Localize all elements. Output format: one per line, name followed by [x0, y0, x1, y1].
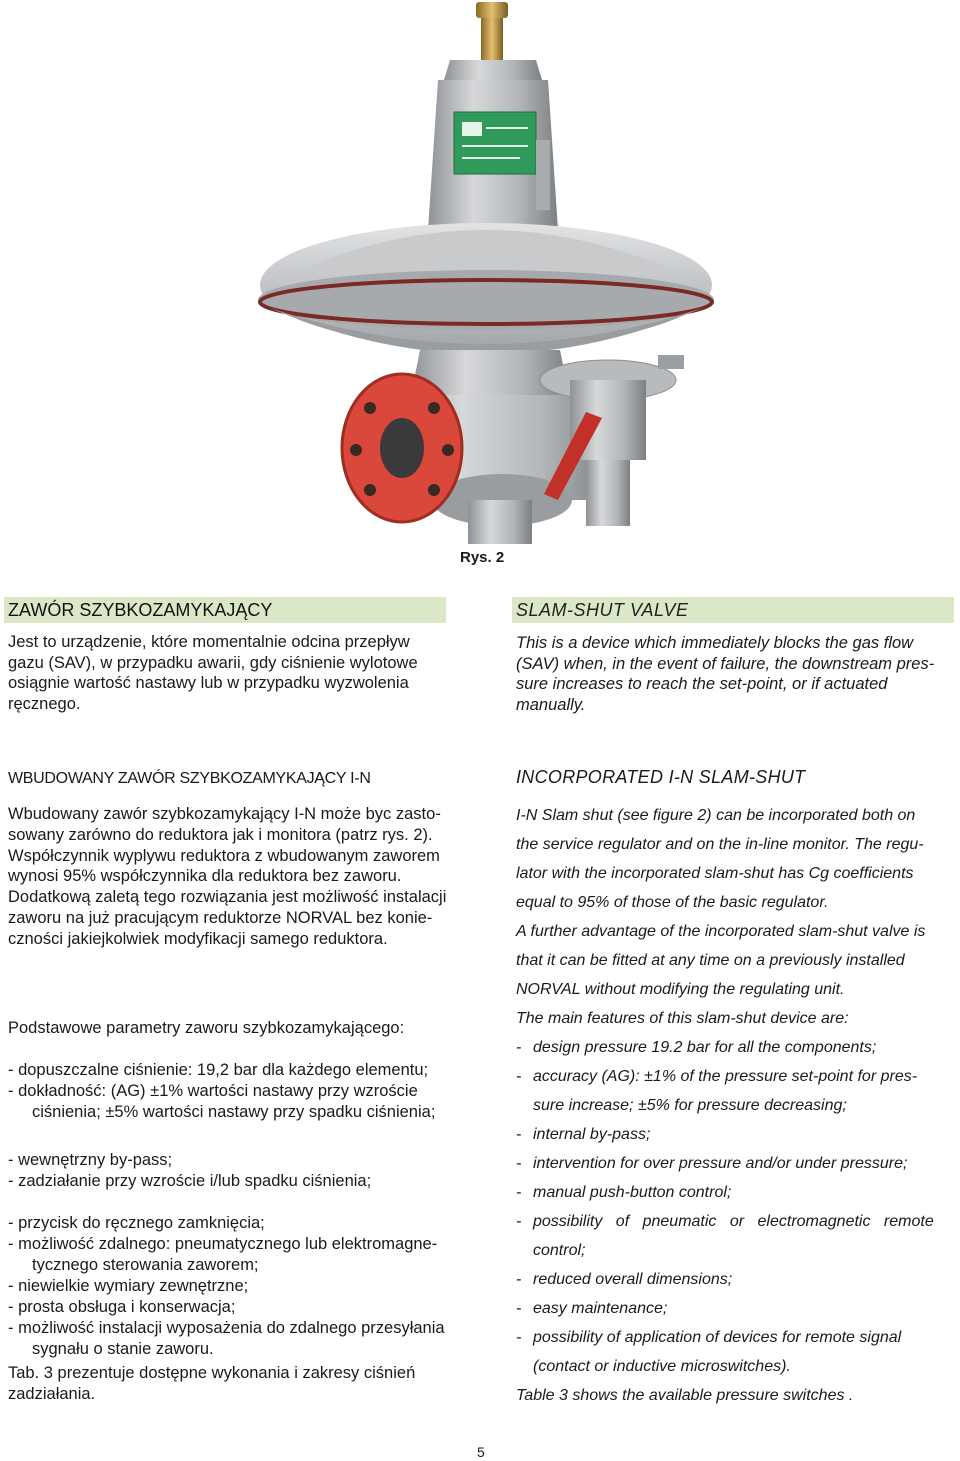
params-list-pl-group3: [8, 1213, 450, 1360]
closing-en: Table 3 shows the available pressure switches .: [516, 1387, 854, 1404]
text-line: I-N Slam shut (see figure 2) can be incorporated both on: [516, 807, 916, 824]
text-line: that it can be fitted at any time on a previously installed: [516, 952, 905, 969]
text-line: equal to 95% of those of the basic regulator.: [516, 894, 829, 911]
text-line: zaworu na już pracującym reduktorze NORVAL bez konie-: [8, 908, 433, 927]
feature-item: - possibility of application of devices for remote signal: [516, 1329, 902, 1346]
text-line: sowany zarówno do reduktora jak i monitora (patrz rys. 2).: [8, 825, 433, 844]
feature-item: - easy maintenance;: [516, 1300, 668, 1317]
slam-shut-valve-photo: [240, 0, 720, 560]
list-item: - możliwość zdalnego: pneumatycznego lub elektromagne-: [8, 1235, 438, 1253]
list-item: - dokładność: (AG) ±1% wartości nastawy przy wzroście: [8, 1082, 418, 1100]
feature-item: - design pressure 19.2 bar for all the components;: [516, 1039, 877, 1056]
params-list-pl-group1: [8, 1060, 450, 1123]
params-intro-pl: Podstawowe parametry zaworu szybkozamykającego:: [8, 1019, 405, 1037]
paragraph-en-slam-shut: [516, 633, 958, 715]
list-item: - dopuszczalne ciśnienie: 19,2 bar dla każdego elementu;: [8, 1061, 429, 1079]
feature-item: - internal by-pass;: [516, 1126, 651, 1143]
list-item: - przycisk do ręcznego zamknięcia;: [8, 1214, 265, 1232]
section-title-en-incorporated: INCORPORATED I-N SLAM-SHUT: [516, 767, 806, 787]
text-line: sure increases to reach the set-point, or if actuated: [516, 675, 888, 693]
figure-caption: Rys. 2: [460, 549, 505, 566]
page-number: 5: [477, 1444, 485, 1460]
feature-item: sure increase; ±5% for pressure decreasing;: [533, 1097, 847, 1114]
text-line: Wbudowany zawór szybkozamykający I-N może byc zasto-: [8, 805, 441, 823]
paragraph-en-incorporated: [516, 801, 958, 1410]
text-line: (SAV) when, in the event of failure, the downstream pres-: [516, 654, 935, 673]
text-line: zadziałania.: [8, 1385, 96, 1403]
paragraph-pl-slam-shut: [8, 632, 450, 714]
text-line: The main features of this slam-shut device are:: [516, 1010, 849, 1027]
list-item: - niewielkie wymiary zewnętrzne;: [8, 1277, 249, 1295]
text-line: Współczynnik wyplywu reduktora z wbudowanym zaworem: [8, 846, 440, 865]
list-item: tycznego sterowania zaworem;: [32, 1256, 259, 1274]
feature-item: - manual push-button control;: [516, 1184, 732, 1201]
feature-item: - intervention for over pressure and/or under pressure;: [516, 1155, 908, 1172]
list-item: - możliwość instalacji wyposażenia do zdalnego przesyłania: [8, 1319, 445, 1337]
list-item: - prosta obsługa i konserwacja;: [8, 1298, 236, 1316]
text-line: Dodatkową zaletą tego rozwiązania jest możliwość instalacji: [8, 888, 447, 907]
text-line: A further advantage of the incorporated slam-shut valve is: [516, 923, 926, 940]
list-item: ciśnienia; ±5% wartości nastawy przy spadku ciśnienia;: [32, 1103, 436, 1121]
section-title-pl-slam-shut: ZAWÓR SZYBKOZAMYKAJĄCY: [4, 597, 446, 623]
text-line: This is a device which immediately blocks the gas flow: [516, 634, 914, 652]
list-item: sygnału o stanie zaworu.: [32, 1340, 214, 1358]
text-line: Jest to urządzenie, które momentalnie odcina przepływ: [8, 633, 410, 651]
text-line: gazu (SAV), w przypadku awarii, gdy ciśnienie wylotowe: [8, 653, 418, 672]
text-line: NORVAL without modifying the regulating unit.: [516, 981, 845, 998]
closing-pl: [8, 1363, 450, 1405]
text-line: manually.: [516, 695, 586, 714]
paragraph-pl-incorporated: [8, 804, 450, 950]
feature-item: - accuracy (AG): ±1% of the pressure set-point for pres-: [516, 1068, 918, 1085]
feature-item: control;: [533, 1242, 586, 1259]
list-item: - wewnętrzny by-pass;: [8, 1151, 173, 1169]
feature-item: (contact or inductive microswitches).: [533, 1358, 791, 1375]
params-list-pl-group2: [8, 1150, 450, 1192]
text-line: Tab. 3 prezentuje dostępne wykonania i zakresy ciśnień: [8, 1364, 416, 1382]
feature-item: - possibility of pneumatic or electromagnetic remote: [516, 1213, 934, 1230]
text-line: osiągnie wartość nastawy lub w przypadku wyzwolenia: [8, 674, 409, 692]
text-line: lator with the incorporated slam-shut has Cg coefficients: [516, 865, 914, 882]
text-line: the service regulator and on the in-line monitor. The regu-: [516, 836, 924, 853]
section-title-en-slam-shut: SLAM-SHUT VALVE: [512, 597, 954, 623]
text-line: wynosi 95% współczynnika dla reduktora bez zaworu.: [8, 867, 402, 886]
feature-item: - reduced overall dimensions;: [516, 1271, 733, 1288]
section-title-pl-incorporated: WBUDOWANY ZAWÓR SZYBKOZAMYKAJĄCY I-N: [8, 770, 371, 787]
text-line: czności jakiejkolwiek modyfikacji samego reduktora.: [8, 929, 388, 948]
text-line: ręcznego.: [8, 694, 81, 713]
list-item: - zadziałanie przy wzroście i/lub spadku ciśnienia;: [8, 1172, 372, 1190]
